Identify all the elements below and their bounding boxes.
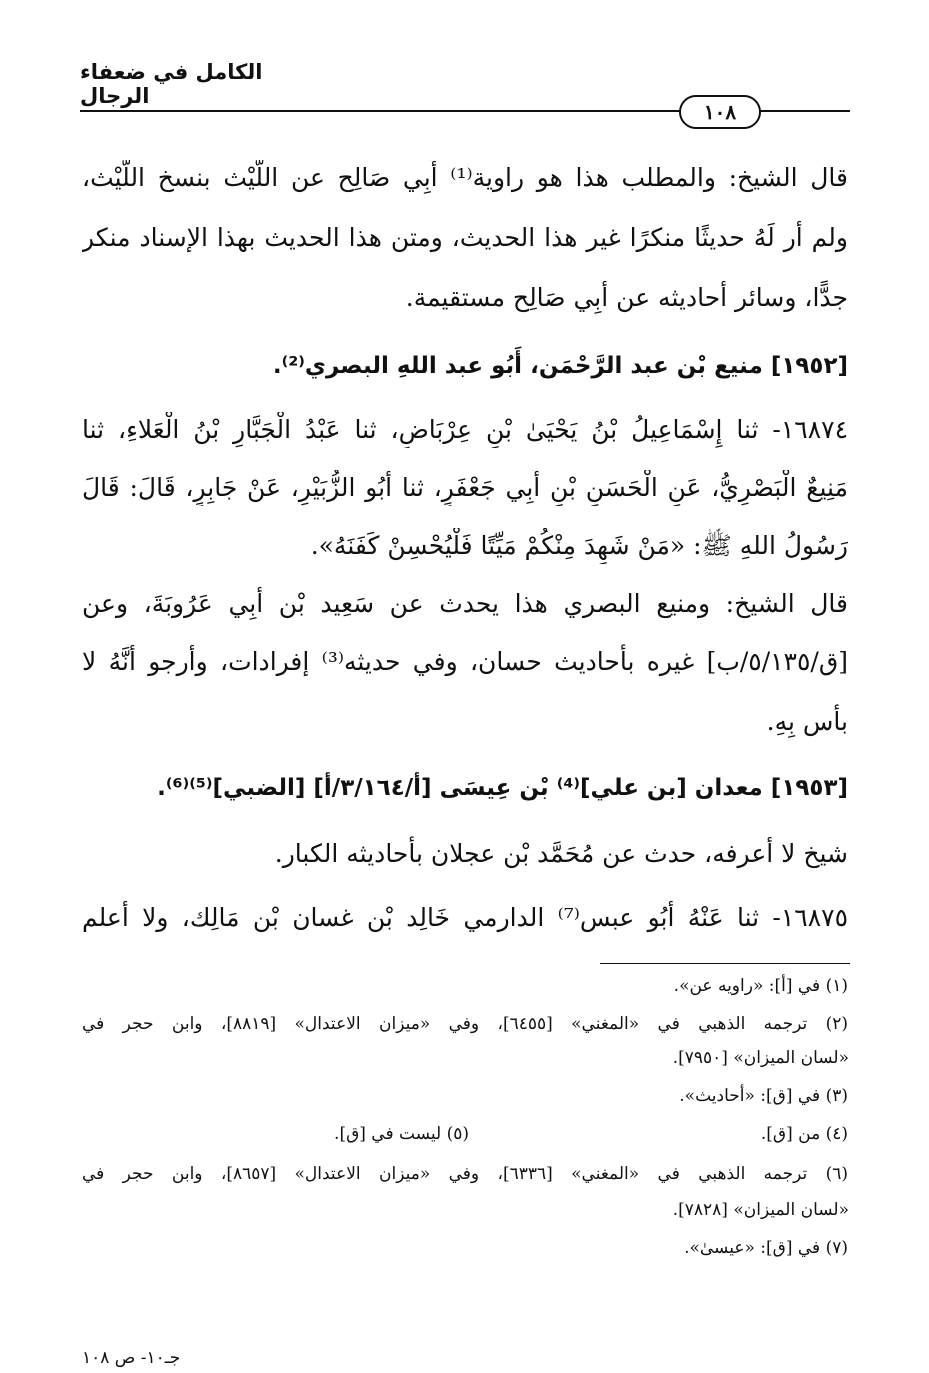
body-line-2: ولم أر لَهُ حديثًا منكرًا غير هذا الحديث، ومتن هذا الحديث بهذا الإسناد منكر [82, 223, 848, 252]
body-line-3: جدًّا، وسائر أحاديثه عن أَبِي صَالِح مستقيمة. [405, 283, 848, 312]
footnote-1: (١) في [أ]: «راويه عن». [673, 976, 848, 996]
hadith-16874-line-2: مَنِيعٌ الْبَصْرِيُّ، عَنِ الْحَسَنِ بْنِ أَبِي جَعْفَرٍ، ثنا أَبُو الزُّبَيْرِ، عَنْ جَابِرٍ، قَالَ: قَالَ [82, 473, 848, 502]
footnote-3: (٣) في [ق]: «أحاديث». [679, 1086, 848, 1106]
body-line-1: قال الشيخ: والمطلب هذا هو راوية⁽¹⁾ أَبِي صَالِح عن اللَّيْث بنسخ اللَّيْث، [82, 163, 848, 192]
hadith-16874-line-3: رَسُولُ اللهِ ﷺ: «مَنْ شَهِدَ مِنْكُمْ مَيِّتًا فَلْيُحْسِنْ كَفَنَهُ». [310, 531, 848, 560]
footnote-6-line-1: (٦) ترجمه الذهبي في «المغني» [٦٣٣٦]، وفي «ميزان الاعتدال» [٨٦٥٧]، وابن حجر في [82, 1164, 849, 1184]
commentary-line-1: قال الشيخ: ومنيع البصري هذا يحدث عن سَعِيد بْن أَبِي عَرُوبَةَ، وعن [82, 589, 848, 618]
entry-heading-1953: [١٩٥٣] معدان [بن علي]⁽⁴⁾ بْن عِيسَى [أ/٣/١٦٤/أ] [الضبي]⁽⁵⁾⁽⁶⁾. [157, 775, 848, 801]
running-header-title: الكامل في ضعفاء الرجال [80, 60, 263, 108]
hadith-16875-line-1: ١٦٨٧٥- ثنا عَنْهُ أَبُو عبس⁽⁷⁾ الدارمي خَالِد بْن غسان بْن مَالِك، ولا أعلم [82, 903, 848, 932]
printer-signature: جـ١٠- ص ١٠٨ [82, 1348, 181, 1368]
footnote-5: (٥) ليست في [ق]. [334, 1124, 469, 1144]
footnote-6-line-2: «لسان الميزان» [٧٨٢٨]. [672, 1200, 849, 1220]
commentary-line-2: [ق/٥/١٣٥/ب] غيره بأحاديث حسان، وفي حديثه⁽³⁾ إفرادات، وأرجو أَنَّهُ لا [82, 647, 848, 676]
footnote-2-line-2: «لسان الميزان» [٧٩٥٠]. [672, 1048, 849, 1068]
footnote-4: (٤) من [ق]. [760, 1124, 848, 1144]
entry-heading-1952: [١٩٥٢] منيع بْن عبد الرَّحْمَن، أَبُو عبد اللهِ البصري⁽²⁾. [272, 353, 848, 379]
footnote-2-line-1: (٢) ترجمه الذهبي في «المغني» [٦٤٥٥]، وفي «ميزان الاعتدال» [٨٨١٩]، وابن حجر في [82, 1014, 849, 1034]
entry-1953-description: شيخ لا أعرفه، حدث عن مُحَمَّد بْن عجلان بأحاديثه الكبار. [274, 839, 848, 868]
footnote-7: (٧) في [ق]: «عيسىٰ». [684, 1238, 848, 1258]
footnote-rule [600, 963, 850, 964]
commentary-line-3: بأس بِهِ. [766, 707, 848, 736]
page-number: ١٠٨ [679, 95, 761, 129]
hadith-16874-line-1: ١٦٨٧٤- ثنا إِسْمَاعِيلُ بْنُ يَحْيَىٰ بْنِ عِرْبَاضٍ، ثنا عَبْدُ الْجَبَّارِ بْنُ الْعَلاءِ، ثنا [82, 415, 848, 444]
